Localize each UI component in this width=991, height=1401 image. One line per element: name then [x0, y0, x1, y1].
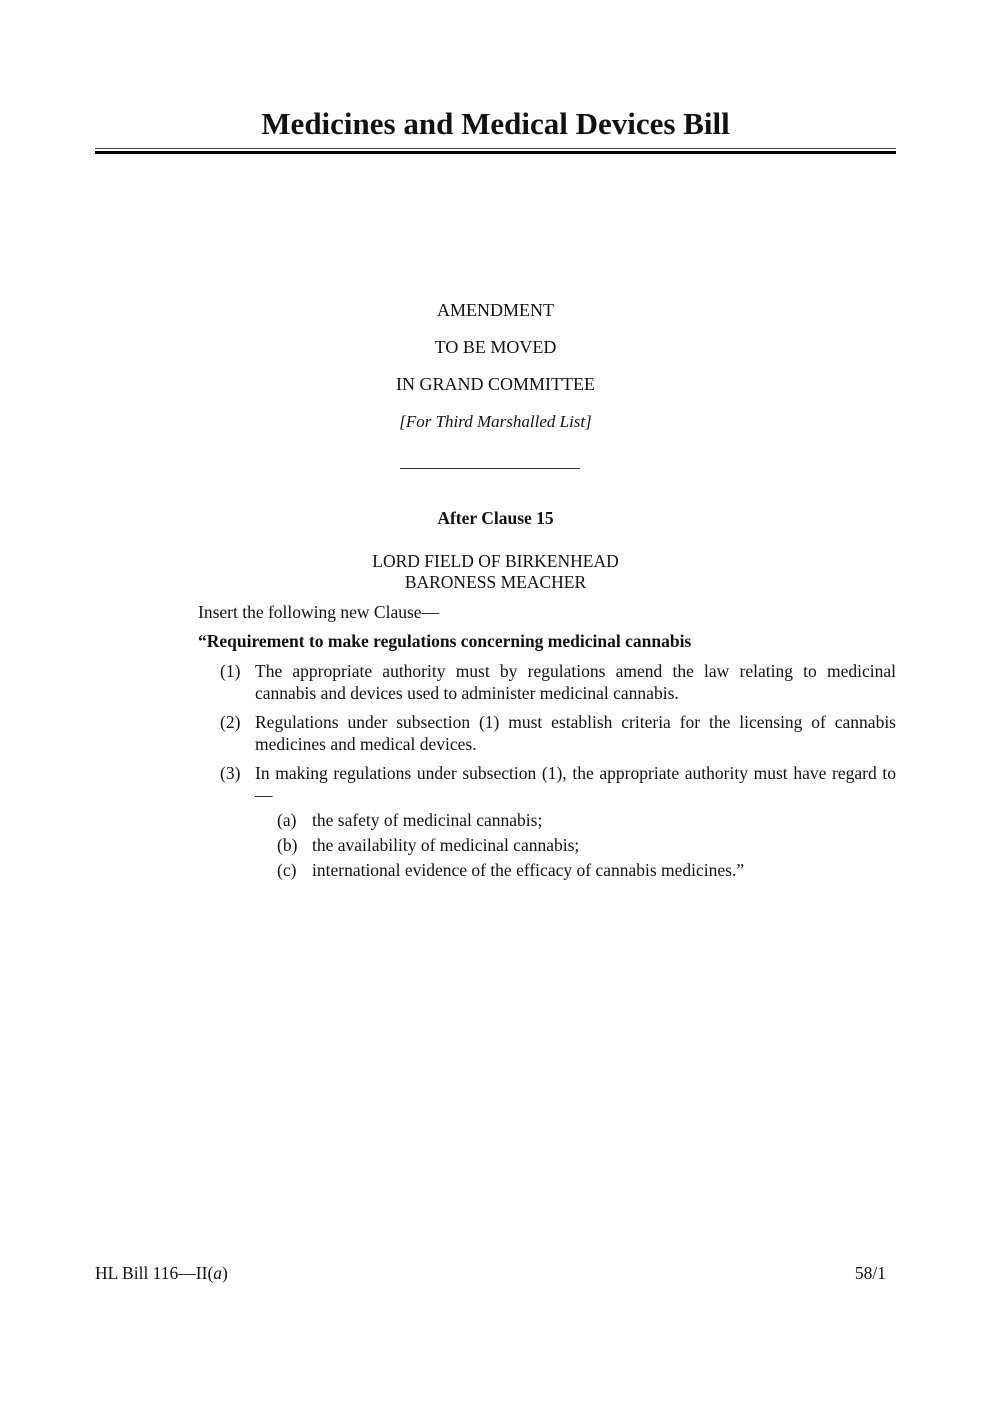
- insert-instruction: Insert the following new Clause—: [198, 602, 440, 622]
- bill-number-prefix: HL Bill 116—II(: [95, 1263, 214, 1283]
- paragraph-text: international evidence of the efficacy of cannabis medicines.”: [312, 860, 745, 880]
- paragraph: [277, 810, 896, 831]
- bill-number-suffix: ): [222, 1263, 228, 1283]
- subsection: [220, 660, 896, 704]
- paragraph-label: (a): [277, 810, 297, 830]
- bill-number: [95, 1263, 228, 1284]
- page-reference: 58/1: [854, 1263, 886, 1283]
- committee-label: IN GRAND COMMITTEE: [396, 374, 595, 394]
- subsection-number: (3): [220, 763, 241, 783]
- bill-number-italic: a: [213, 1263, 223, 1283]
- paragraph-label: (c): [277, 860, 297, 880]
- subsection-text: Regulations under subsection (1) must establish criteria for the licensing of cannabis medicines and medical devices.: [255, 712, 896, 754]
- subsection: [220, 711, 896, 755]
- paragraph: [277, 860, 896, 881]
- bill-title: Medicines and Medical Devices Bill: [261, 106, 730, 141]
- new-clause-heading: “Requirement to make regulations concerning medicinal cannabis: [198, 631, 692, 651]
- mover-name: BARONESS MEACHER: [404, 572, 587, 592]
- subsection-number: (1): [220, 661, 241, 681]
- paragraph-text: the safety of medicinal cannabis;: [312, 810, 543, 830]
- paragraph: [277, 835, 896, 856]
- amendment-label: AMENDMENT: [437, 300, 554, 320]
- title-rule-thin: [95, 148, 896, 149]
- subsection-text: The appropriate authority must by regulations amend the law relating to medicinal cannabis and devices used to administer medicinal cannabis.: [255, 661, 896, 703]
- clause-position: After Clause 15: [437, 508, 554, 528]
- paragraph-text: the availability of medicinal cannabis;: [312, 835, 580, 855]
- title-rule-thick: [95, 151, 896, 154]
- section-divider: [400, 468, 580, 469]
- mover-name: LORD FIELD OF BIRKENHEAD: [372, 551, 619, 571]
- subsection-text: In making regulations under subsection (1), the appropriate authority must have regard to—: [255, 763, 896, 805]
- subsection-number: (2): [220, 712, 241, 732]
- to-be-moved-label: TO BE MOVED: [434, 337, 557, 357]
- marshalled-list-note: [For Third Marshalled List]: [399, 412, 592, 431]
- subsection: [220, 762, 896, 806]
- paragraph-label: (b): [277, 835, 298, 855]
